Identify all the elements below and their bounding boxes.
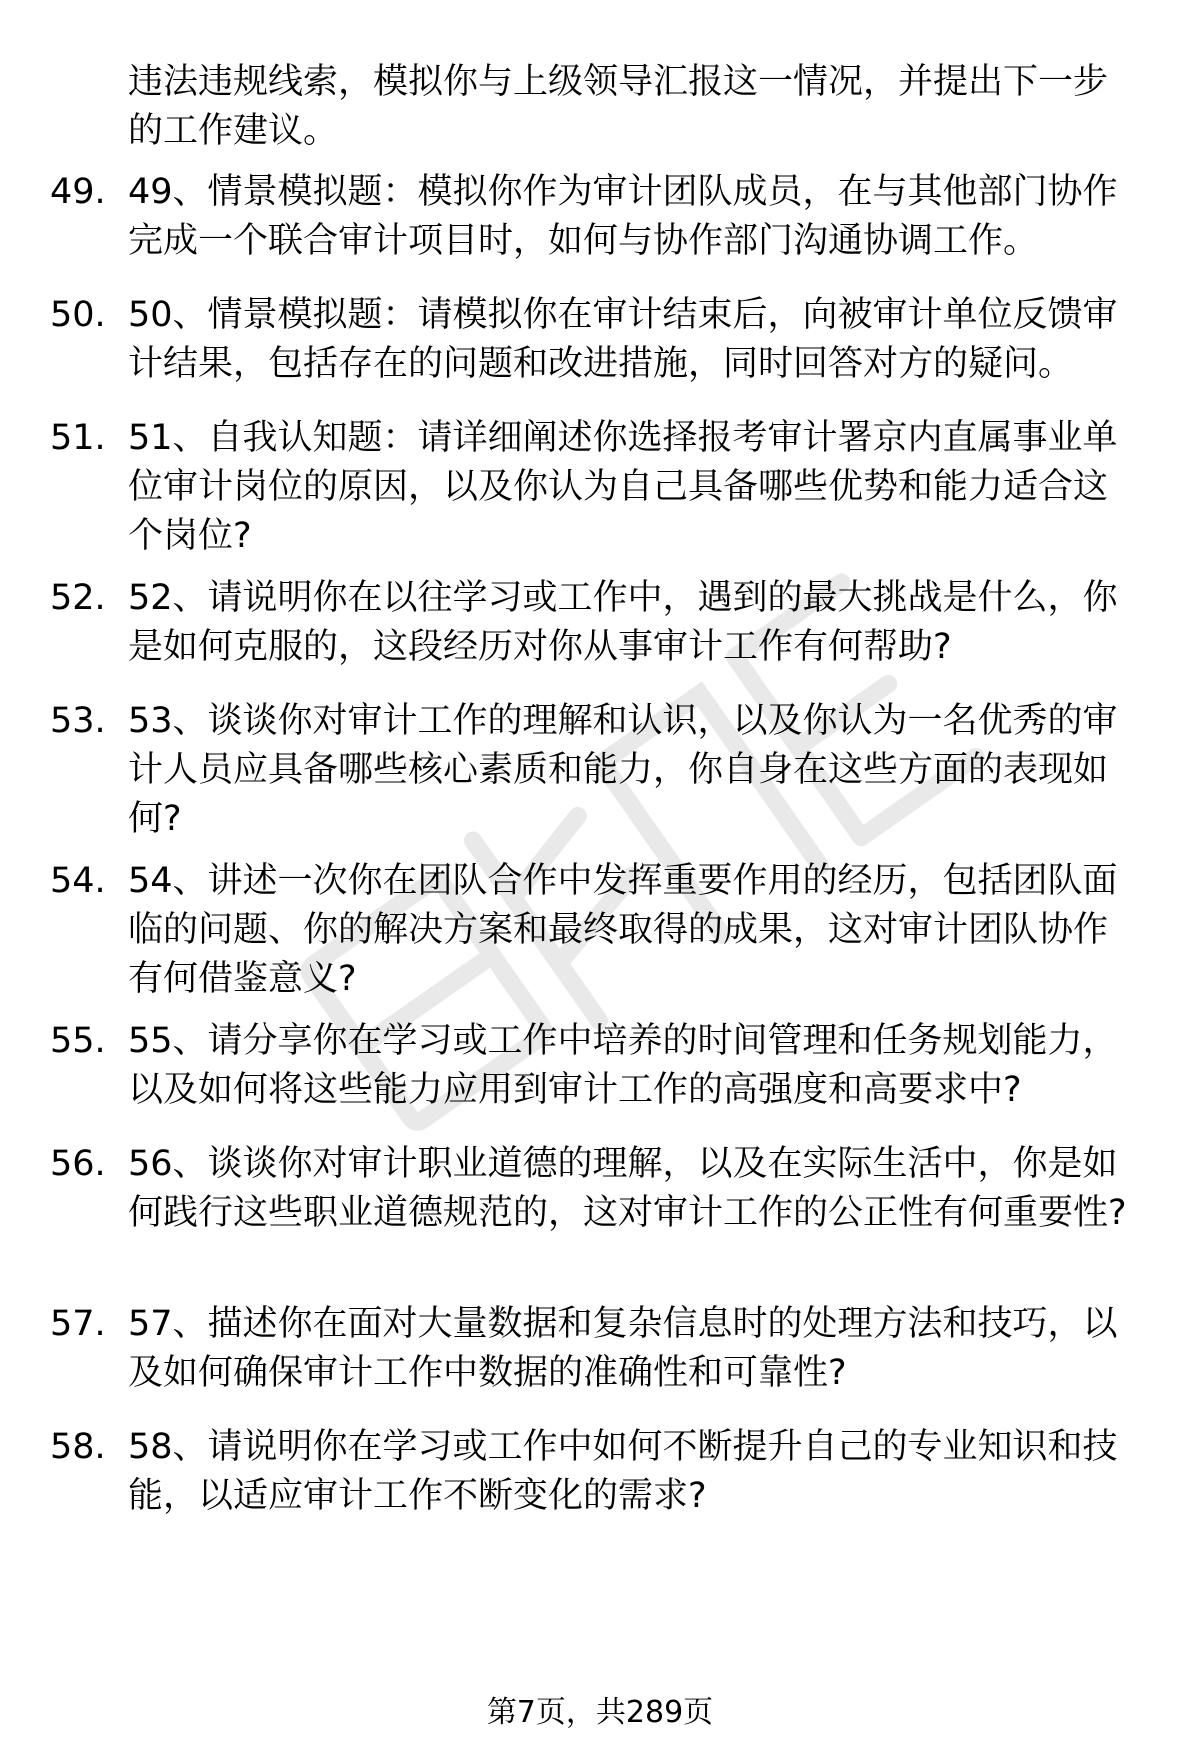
question-text: 51、自我认知题：请详细阐述你选择报考审计署京内直属事业单位审计岗位的原因，以及你认为自己具备哪些优势和能力适合这个岗位? [128, 418, 1118, 556]
question-number: 56. [50, 1144, 106, 1184]
question-number: 57. [50, 1304, 106, 1344]
question-number: 55. [50, 1021, 106, 1061]
question-text: 50、情景模拟题：请模拟你在审计结束后，向被审计单位反馈审计结果，包括存在的问题和改进措施，同时回答对方的疑问。 [128, 295, 1118, 384]
question-text: 54、讲述一次你在团队合作中发挥重要作用的经历，包括团队面临的问题、你的解决方案和最终取得的成果，这对审计团队协作有何借鉴意义? [128, 861, 1118, 999]
question-number: 58. [50, 1427, 106, 1467]
question-text: 52、请说明你在以往学习或工作中，遇到的最大挑战是什么，你是如何克服的，这段经历对你从事审计工作有何帮助? [128, 578, 1118, 667]
question-number: 53. [50, 701, 106, 741]
question-number: 52. [50, 578, 106, 618]
question-text: 57、描述你在面对大量数据和复杂信息时的处理方法和技巧，以及如何确保审计工作中数据的准确性和可靠性? [128, 1304, 1118, 1393]
question-text: 55、请分享你在学习或工作中培养的时间管理和任务规划能力，以及如何将这些能力应用到审计工作的高强度和高要求中? [128, 1021, 1118, 1110]
page-number-label: 第7页，共289页 [486, 1695, 714, 1730]
question-number: 54. [50, 861, 106, 901]
intro-paragraph: 违法违规线索，模拟你与上级领导汇报这一情况，并提出下一步的工作建议。 [128, 62, 1109, 151]
page-footer [0, 1693, 1200, 1733]
question-text: 58、请说明你在学习或工作中如何不断提升自己的专业知识和技能，以适应审计工作不断变化的需求? [128, 1427, 1118, 1516]
question-number: 51. [50, 418, 106, 458]
question-number: 50. [50, 295, 106, 335]
question-text: 56、谈谈你对审计职业道德的理解，以及在实际生活中，你是如何践行这些职业道德规范的，这对审计工作的公正性有何重要性? [128, 1144, 1127, 1233]
question-number: 49. [50, 172, 106, 212]
question-text: 49、情景模拟题：模拟你作为审计团队成员，在与其他部门协作完成一个联合审计项目时，如何与协作部门沟通协调工作。 [128, 172, 1118, 261]
question-text: 53、谈谈你对审计工作的理解和认识，以及你认为一名优秀的审计人员应具备哪些核心素质和能力，你自身在这些方面的表现如何? [128, 701, 1118, 839]
